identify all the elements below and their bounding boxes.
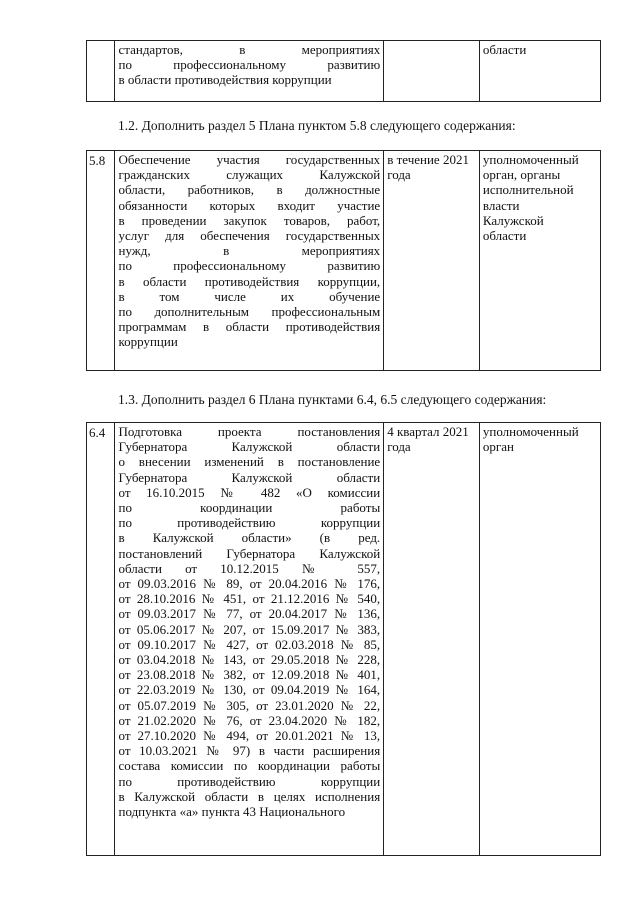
item-responsible xyxy=(479,423,600,856)
text-line: от 27.10.2020 № 494, от 20.01.2021 № 13, xyxy=(118,728,381,744)
item-responsible: области xyxy=(479,41,600,102)
text-line: стандартов, в мероприятиях xyxy=(118,42,381,57)
item-term xyxy=(384,151,480,371)
plan-table-continuation xyxy=(86,40,601,102)
text-line: Обеспечение участия государственных xyxy=(118,152,381,167)
text-line: в Калужской области в целях исполнения xyxy=(118,788,381,804)
text-line: по противодействию коррупции xyxy=(118,515,381,531)
item-number: 5.8 xyxy=(87,151,115,371)
responsible-line: орган xyxy=(482,439,514,455)
text-line: области от 10.12.2015 № 557, xyxy=(118,560,381,576)
item-term xyxy=(384,423,480,856)
text-line: подпункта «а» пункта 43 Национального xyxy=(118,804,346,820)
text-line: нужд, в мероприятиях xyxy=(118,243,381,259)
responsible-line: уполномоченный xyxy=(482,424,579,439)
text-line: коррупции xyxy=(118,334,178,350)
responsible-line: орган, органы xyxy=(482,167,561,183)
responsible-line: уполномоченный xyxy=(482,152,579,167)
text-line: от 16.10.2015 № 482 «О комиссии xyxy=(118,484,381,500)
text-line: от 10.03.2021 № 97) в части расширения xyxy=(118,743,381,759)
plan-table-item-6-4 xyxy=(86,422,601,856)
item-description xyxy=(115,41,384,102)
paragraph-1-2: 1.2. Дополнить раздел 5 Плана пунктом 5.8 следующего содержания: xyxy=(118,118,516,133)
item-number xyxy=(87,41,115,102)
text-line: по координации работы xyxy=(118,500,381,516)
text-line: Подготовка проекта постановления xyxy=(118,424,381,439)
table-row xyxy=(87,423,601,856)
text-line: постановлений Губернатора Калужской xyxy=(118,545,381,561)
text-line: гражданских служащих Калужской xyxy=(118,167,381,183)
text-line: от 05.06.2017 № 207, от 15.09.2017 № 383, xyxy=(118,621,381,637)
term-line: года xyxy=(387,439,411,455)
table-row xyxy=(87,151,601,371)
text-line: области, работников, в должностные xyxy=(118,182,381,198)
text-line: по дополнительным профессиональным xyxy=(118,304,381,320)
text-line: от 05.07.2019 № 305, от 23.01.2020 № 22, xyxy=(118,697,381,713)
text-line: в Калужской области» (в ред. xyxy=(118,530,381,546)
text-line: услуг для обеспечения государственных xyxy=(118,228,381,244)
item-number: 6.4 xyxy=(87,423,115,856)
text-line: от 21.02.2020 № 76, от 23.04.2020 № 182, xyxy=(118,712,381,728)
text-line: по профессиональному развитию xyxy=(118,258,381,274)
text-line: в области противодействия коррупции, xyxy=(118,273,381,289)
item-term xyxy=(384,41,480,102)
text-line: от 22.03.2019 № 130, от 09.04.2019 № 164, xyxy=(118,682,381,698)
term-line: 4 квартал 2021 xyxy=(387,424,469,439)
text-line: состава комиссии по координации работы xyxy=(118,758,381,774)
paragraph-1-3: 1.3. Дополнить раздел 6 Плана пунктами 6.4, 6.5 следующего содержания: xyxy=(118,392,547,407)
text-line: обязанности которых входит участие xyxy=(118,197,381,213)
text-line: Губернатора Калужской области xyxy=(118,469,381,485)
text-line: по противодействию коррупции xyxy=(118,773,381,789)
text-line: Губернатора Калужской области xyxy=(118,439,381,455)
plan-table-item-5-8 xyxy=(86,150,601,371)
responsible-line: исполнительной xyxy=(482,182,574,198)
term-line: в течение 2021 xyxy=(387,152,469,167)
text-line: по профессиональному развитию xyxy=(118,57,381,73)
table-row xyxy=(87,41,601,102)
item-responsible xyxy=(479,151,600,371)
text-line: от 09.03.2017 № 77, от 20.04.2017 № 136, xyxy=(118,606,381,622)
responsible-line: области xyxy=(482,228,527,244)
text-line: от 23.08.2018 № 382, от 12.09.2018 № 401, xyxy=(118,667,381,683)
text-line: в области противодействия коррупции xyxy=(118,72,332,88)
item-description xyxy=(115,151,384,371)
text-line: о внесении изменений в постановление xyxy=(118,454,381,470)
text-line: от 09.03.2016 № 89, от 20.04.2016 № 176, xyxy=(118,576,381,592)
text-line: в проведении закупок товаров, работ, xyxy=(118,212,381,228)
text-line: от 28.10.2016 № 451, от 21.12.2016 № 540, xyxy=(118,591,381,607)
term-line: года xyxy=(387,167,411,183)
text-line: в том числе их обучение xyxy=(118,288,381,304)
text-line: программам в области противодействия xyxy=(118,319,381,335)
text-line: от 03.04.2018 № 143, от 29.05.2018 № 228, xyxy=(118,652,381,668)
responsible-line: власти xyxy=(482,197,520,213)
item-description xyxy=(115,423,384,856)
text-line: от 09.10.2017 № 427, от 02.03.2018 № 85, xyxy=(118,636,381,652)
responsible-line: Калужской xyxy=(482,212,544,228)
